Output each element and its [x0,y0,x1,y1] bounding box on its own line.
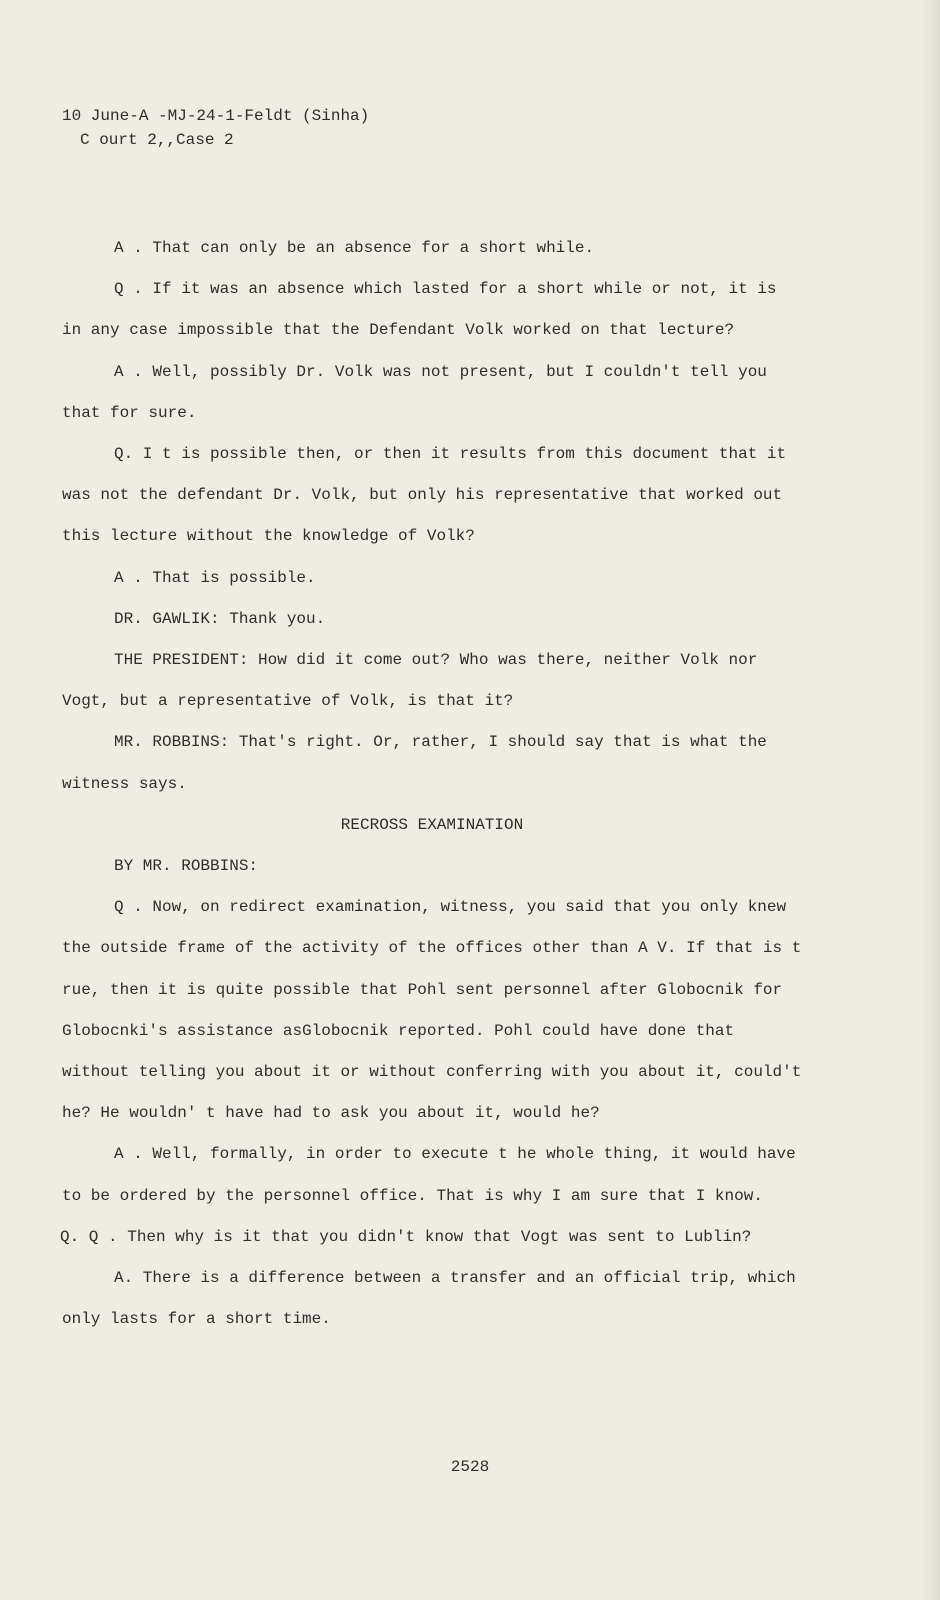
paragraph-by-mr-robbins: BY MR. ROBBINS: [114,857,259,876]
paragraph-dr-gawlik: DR. GAWLIK: Thank you. [114,609,326,628]
paragraph-question-4: Q. Q . Then why is it that you didn't know that Vogt was sent to Lublin? [60,1227,752,1246]
paragraph-question-1: Q . If it was an absence which lasted for a short while or not, it is in any case impossible that the Defendant Volk worked on that lecture? [62,280,777,340]
paragraph-mr-robbins: MR. ROBBINS: That's right. Or, rather, I should say that is what the witness says. [62,733,767,793]
paragraph-president: THE PRESIDENT: How did it come out? Who was there, neither Volk nor Vogt, but a representative of Volk, is that it? [62,651,758,711]
paragraph-question-3: Q . Now, on redirect examination, witness, you said that you only knew the outside frame of the activity of the offices other than A V. If that is t rue, then it is quite possible that Pohl sent personnel after Globocnik for Globocnki's assistance asGlobocnik reported. Pohl could have done that without telling you about it or without conferring with you about it, could't he? He wouldn' t have had to ask you about it, would he? [62,898,802,1123]
paragraph-answer-4: A . Well, formally, in order to execute t he whole thing, it would have to be ordered by the personnel office. That is why I am sure that I know. [62,1145,796,1205]
paragraph-question-2: Q. I t is possible then, or then it results from this document that it was not the defendant Dr. Volk, but only his representative that worked out this lecture without the knowledge of Volk? [62,445,787,546]
header-line-1: 10 June-A -MJ-24-1-Feldt (Sinha) [62,107,370,125]
transcript-body [62,228,802,1340]
paragraph-answer-2: A . Well, possibly Dr. Volk was not present, but I couldn't tell you that for sure. [62,362,767,422]
paragraph-answer-1: A . That can only be an absence for a short while. [114,239,595,257]
page-number: 2528 [450,1458,490,1476]
page-edge [922,0,940,1600]
document-header [62,104,369,152]
header-line-2: C ourt 2,,Case 2 [80,131,234,149]
section-heading-recross: RECROSS EXAMINATION [340,815,524,834]
paragraph-answer-3: A . That is possible. [114,568,316,587]
paragraph-answer-5: A. There is a difference between a transfer and an official trip, which only lasts for a short time. [62,1269,796,1329]
